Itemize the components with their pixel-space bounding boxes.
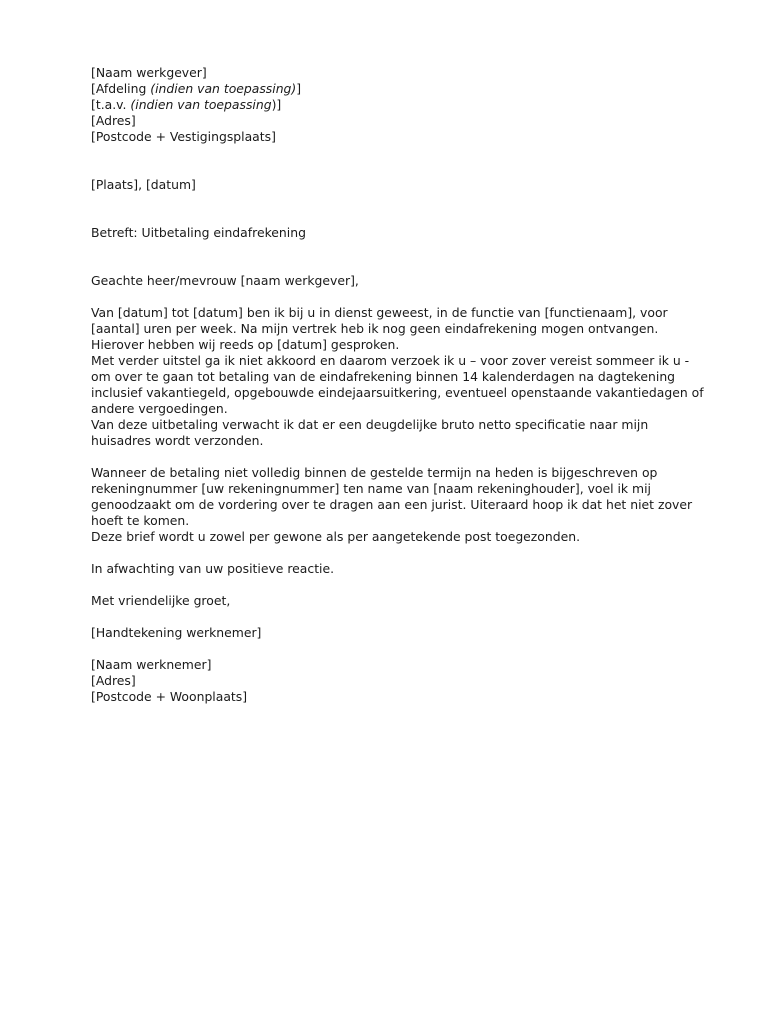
paragraph-3: In afwachting van uw positieve reactie. xyxy=(91,561,335,576)
place-date: [Plaats], [datum] xyxy=(91,177,196,192)
paragraph-line: huisadres wordt verzonden. xyxy=(91,433,264,448)
recipient-address: [Adres] xyxy=(91,113,136,128)
letter-body xyxy=(91,65,704,705)
paragraph-line: rekeningnummer [uw rekeningnummer] ten name van [naam rekeninghouder], voel ik mij xyxy=(91,481,652,496)
paragraph-2 xyxy=(91,465,693,545)
department-prefix: [Afdeling xyxy=(91,81,151,96)
paragraph-line: inclusief vakantiegeld, opgebouwde eindejaarsuitkering, eventueel openstaande vakantiedagen of xyxy=(91,385,704,400)
paragraph-line: Hierover hebben wij reeds op [datum] gesproken. xyxy=(91,337,400,352)
paragraph-line: Wanneer de betaling niet volledig binnen de gestelde termijn na heden is bijgeschreven op xyxy=(91,465,658,480)
recipient-name: [Naam werkgever] xyxy=(91,65,207,80)
attention-note: (indien van toepassing xyxy=(130,97,272,112)
paragraph-line: andere vergoedingen. xyxy=(91,401,228,416)
attention-prefix: [t.a.v. xyxy=(91,97,131,112)
paragraph-line: Deze brief wordt u zowel per gewone als per aangetekende post toegezonden. xyxy=(91,529,581,544)
recipient-postcode-city: [Postcode + Vestigingsplaats] xyxy=(91,129,276,144)
paragraph-line: Met verder uitstel ga ik niet akkoord en daarom verzoek ik u – voor zover vereist sommeer ik u - xyxy=(91,353,690,368)
subject-line: Betreft: Uitbetaling eindafrekening xyxy=(91,225,306,240)
attention-suffix: )] xyxy=(271,97,282,112)
recipient-block xyxy=(91,65,681,145)
closing: Met vriendelijke groet, xyxy=(91,593,231,608)
paragraph-line: hoeft te komen. xyxy=(91,513,190,528)
paragraph-1 xyxy=(91,305,704,449)
department-note: (indien van toepassing) xyxy=(150,81,297,96)
salutation: Geachte heer/mevrouw [naam werkgever], xyxy=(91,273,359,288)
paragraph-line: [aantal] uren per week. Na mijn vertrek heb ik nog geen eindafrekening mogen ontvangen. xyxy=(91,321,659,336)
department-suffix: ] xyxy=(296,81,302,96)
recipient-attention xyxy=(91,97,681,113)
recipient-department xyxy=(91,81,681,97)
paragraph-line: om over te gaan tot betaling van de eindafrekening binnen 14 kalenderdagen na dagtekening xyxy=(91,369,676,384)
paragraph-line: Van deze uitbetaling verwacht ik dat er een deugdelijke bruto netto specificatie naar mijn xyxy=(91,417,649,432)
sender-name: [Naam werknemer] xyxy=(91,657,212,672)
sender-address: [Adres] xyxy=(91,673,136,688)
paragraph-line: Van [datum] tot [datum] ben ik bij u in dienst geweest, in de functie van [functienaam], voor xyxy=(91,305,668,320)
sender-postcode-city: [Postcode + Woonplaats] xyxy=(91,689,248,704)
signature-placeholder: [Handtekening werknemer] xyxy=(91,625,262,640)
paragraph-line: genoodzaakt om de vordering over te dragen aan een jurist. Uiteraard hoop ik dat het niet zover xyxy=(91,497,693,512)
sender-block xyxy=(91,657,681,705)
